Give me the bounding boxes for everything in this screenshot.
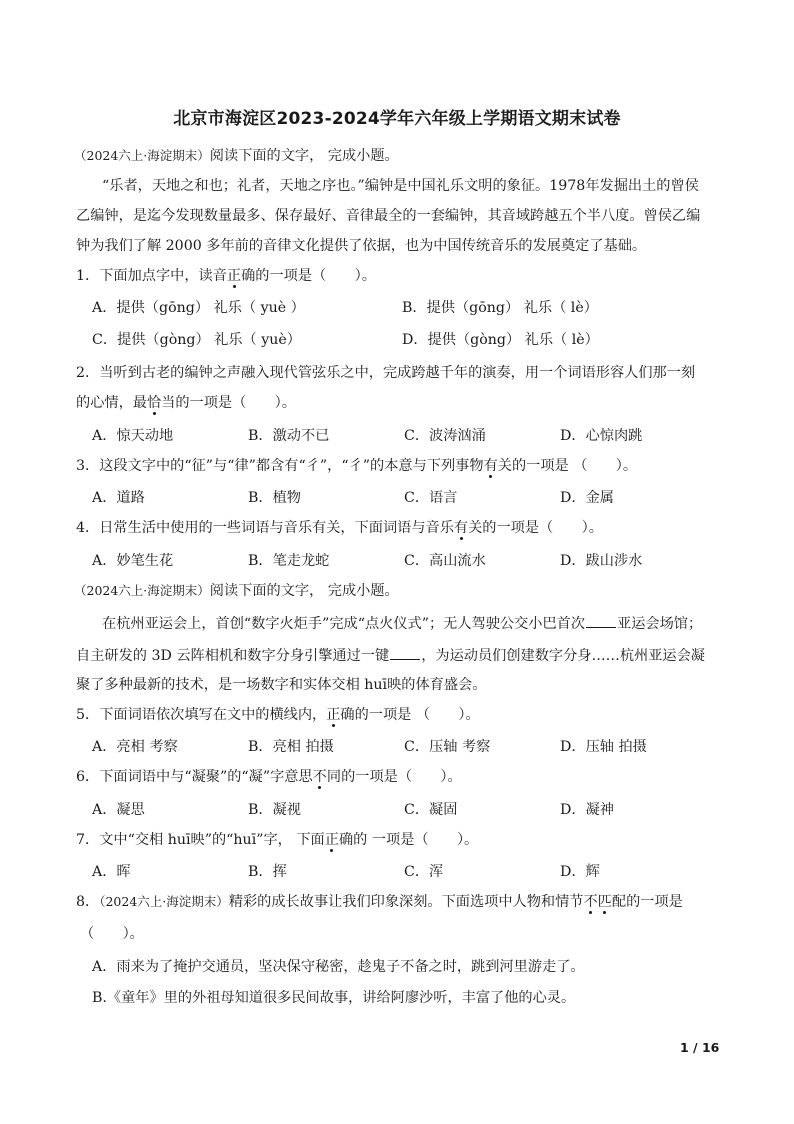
question-3: 3．这段文字中的“征”与“律”都含有“彳”，“彳”的本意与下列事物有关的一项是 （ ）。 — [76, 458, 638, 474]
source-tag: （2024六上·海淀期末） — [74, 583, 210, 598]
q3-option-a: A．道路 — [92, 490, 145, 506]
dotted-char: 不 — [583, 894, 598, 910]
q8-option-b: B.《童年》里的外祖母知道很多民间故事，讲给阿廖沙听，丰富了他的心灵。 — [92, 990, 576, 1006]
section2-paragraph-line-3: 聚了多种最新的技术，是一场数字和实体交相 huī映的体育盛会。 — [76, 677, 487, 693]
q6-option-c: C．凝固 — [404, 802, 458, 818]
dotted-char: 正 — [326, 707, 341, 723]
q5-option-b: B．亮相 拍摄 — [248, 739, 334, 755]
question-2-line-2: 的心情，最恰当的一项是（ ）。 — [76, 395, 296, 411]
instruction: 阅读下面的文字， 完成小题。 — [209, 583, 399, 599]
q7-option-a: A．晖 — [92, 864, 131, 880]
q2-option-a: A．惊天动地 — [92, 428, 174, 444]
q7-option-b: B．挥 — [248, 864, 287, 880]
dotted-char: 有 — [483, 458, 498, 474]
q6-option-d: D．凝神 — [560, 802, 614, 818]
passage-line-1: “乐者，天地之和也；礼者，天地之序也。”编钟是中国礼乐文明的象征。1978年发掘出土的曾侯 — [102, 178, 699, 194]
q8-option-a: A．雨来为了掩护交通员，坚决保守秘密，趁鬼子不备之时，跳到河里游走了。 — [92, 959, 585, 975]
fill-blank-1 — [586, 613, 616, 628]
dotted-char: 正 — [324, 832, 339, 848]
q4-option-b: B．笔走龙蛇 — [248, 553, 330, 569]
section2-paragraph-line-2: 自主研发的 3D 云阵相机和数字分身引擎通过一键 ，为运动员们创建数字分身……杭州亚运会凝 — [76, 645, 705, 666]
q1-option-c: C．提供（gòng） 礼乐（ yuè） — [92, 332, 301, 348]
question-2-line-1: 2．当听到古老的编钟之声融入现代管弦乐之中，完成跨越千年的演奏，用一个词语形容人们那一刻 — [76, 365, 696, 381]
dotted-char: 有 — [453, 520, 469, 536]
q5-option-d: D．压轴 拍摄 — [560, 739, 647, 755]
q5-option-a: A．亮相 考察 — [92, 739, 178, 755]
question-4: 4．日常生活中使用的一些词语与音乐有关，下面词语与音乐有关的一项是（ ）。 — [76, 520, 603, 536]
q4-option-c: C．高山流水 — [404, 553, 486, 569]
q1-option-d: D．提供（gòng） 礼乐（ lè） — [402, 332, 599, 348]
page-title: 北京市海淀区2023-2024学年六年级上学期语文期末试卷 — [173, 109, 621, 129]
q4-option-d: D．跋山涉水 — [560, 553, 643, 569]
q7-option-c: C．浑 — [404, 864, 444, 880]
q6-option-a: A．凝思 — [92, 802, 145, 818]
page-number: 1 / 16 — [680, 1040, 720, 1055]
dotted-char: 匹 — [597, 894, 612, 910]
section1-header — [74, 146, 399, 166]
q2-option-b: B．激动不已 — [248, 428, 330, 444]
q3-option-b: B．植物 — [248, 490, 301, 506]
passage-line-3: 钟为我们了解 2000 多年前的音律文化提供了依据，也为中国传统音乐的发展奠定了基础。 — [76, 238, 647, 254]
q1-option-a: A．提供（gōng） 礼乐（ yuè ） — [92, 300, 305, 316]
q6-option-b: B．凝视 — [248, 802, 301, 818]
q2-option-c: C．波涛汹涌 — [404, 428, 486, 444]
q3-option-c: C．语言 — [404, 490, 458, 506]
question-8-line-2: （ ）。 — [80, 926, 144, 942]
source-tag: （2024六上·海淀期末） — [99, 894, 229, 909]
instruction: 阅读下面的文字， 完成小题。 — [209, 148, 399, 164]
dotted-char: 不 — [312, 769, 327, 785]
dotted-char: 正 — [226, 268, 242, 284]
q7-option-d: D．辉 — [560, 864, 600, 880]
question-6: 6．下面词语中与“凝聚”的“凝”字意思不同的一项是（ ）。 — [76, 769, 462, 785]
fill-blank-2 — [390, 645, 420, 660]
question-5: 5．下面词语依次填写在文中的横线内，正确的一项是 （ ）。 — [76, 707, 480, 723]
question-1: 1．下面加点字中，读音正确的一项是（ ）。 — [76, 268, 376, 284]
question-8-line-1: 8．（2024六上·海淀期末）精彩的成长故事让我们印象深刻。下面选项中人物和情节不匹配的一项是 — [76, 894, 683, 910]
passage-line-2: 乙编钟，是迄今发现数量最多、保存最好、音律最全的一套编钟，其音域跨越五个半八度。曾侯乙编 — [76, 208, 701, 224]
q1-option-b: B．提供（gōng） 礼乐（ lè） — [402, 300, 598, 316]
dotted-char: 恰 — [146, 395, 162, 411]
question-7: 7．文中“交相 huī映”的“huī”字， 下面正确的 一项是（ ）。 — [76, 832, 479, 848]
source-tag: （2024六上·海淀期末） — [74, 148, 210, 163]
q5-option-c: C．压轴 考察 — [404, 739, 491, 755]
q4-option-a: A．妙笔生花 — [92, 553, 174, 569]
q2-option-d: D．心惊肉跳 — [560, 428, 643, 444]
section2-paragraph-line-1: 在杭州亚运会上，首创“数字火炬手”完成“点火仪式”；无人驾驶公交小巴首次 亚运会场馆； — [102, 613, 702, 634]
q3-option-d: D．金属 — [560, 490, 614, 506]
section2-header — [74, 581, 399, 601]
